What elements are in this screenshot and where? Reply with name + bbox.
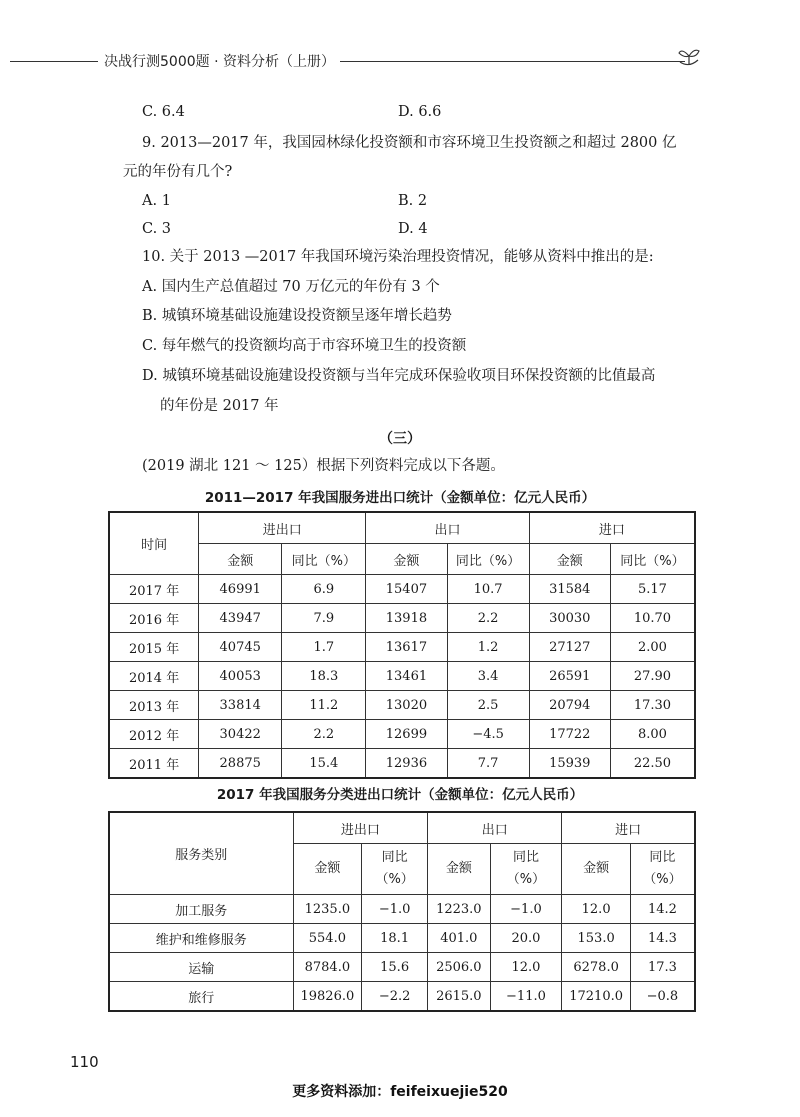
table2-cell: 6278.0	[562, 953, 630, 982]
book-title: 决战行测5000题 · 资料分析（上册）	[104, 54, 335, 70]
table2-cell: 153.0	[562, 924, 630, 953]
table1-cell: 1.7	[282, 633, 366, 662]
q10-option-c: C. 每年燃气的投资额均高于市容环境卫生的投资额	[142, 338, 467, 354]
table1-cell: 3.4	[447, 662, 529, 691]
table1-cell: 33814	[199, 691, 282, 720]
table1-year: 2017 年	[109, 575, 199, 604]
table2-sub-amount: 金额	[293, 844, 361, 895]
table2-cell: 1235.0	[293, 895, 361, 924]
table1-cell: 30030	[529, 604, 610, 633]
q9-stem-line1: 9. 2013—2017 年，我国园林绿化投资额和市容环境卫生投资额之和超过 2800 亿	[142, 135, 677, 151]
table1-year: 2015 年	[109, 633, 199, 662]
table1-cell: 2.00	[610, 633, 695, 662]
q10-option-a: A. 国内生产总值超过 70 万亿元的年份有 3 个	[142, 279, 440, 295]
table1-cell: 5.17	[610, 575, 695, 604]
table2-cell: 12.0	[490, 953, 562, 982]
table1-sub-yoy: 同比（%）	[282, 544, 366, 575]
table2-cell: 8784.0	[293, 953, 361, 982]
table1-sub-amount: 金额	[199, 544, 282, 575]
table2-category: 旅行	[109, 982, 293, 1012]
table1-col-time: 时间	[109, 512, 199, 575]
table1-cell: 2.2	[447, 604, 529, 633]
table1-cell: 2.2	[282, 720, 366, 749]
table1-cell: 46991	[199, 575, 282, 604]
table1-sub-amount: 金额	[366, 544, 447, 575]
table2-cell: −1.0	[490, 895, 562, 924]
table1-cell: 6.9	[282, 575, 366, 604]
q9-option-d: D. 4	[398, 221, 428, 237]
table1-cell: 15.4	[282, 749, 366, 779]
table1-year: 2012 年	[109, 720, 199, 749]
table1-cell: −4.5	[447, 720, 529, 749]
table2-caption: 2017 年我国服务分类进出口统计（金额单位：亿元人民币）	[216, 787, 584, 803]
table2-cell: 20.0	[490, 924, 562, 953]
table2-cell: −2.2	[362, 982, 428, 1012]
table2-sub-yoy-line1: 同比	[381, 850, 408, 865]
table2-cell: 15.6	[362, 953, 428, 982]
table1-year: 2014 年	[109, 662, 199, 691]
table1-cell: 40745	[199, 633, 282, 662]
table1-caption: 2011—2017 年我国服务进出口统计（金额单位：亿元人民币）	[204, 490, 596, 506]
table1-cell: 22.50	[610, 749, 695, 779]
table1-year: 2011 年	[109, 749, 199, 779]
table2-cell: 17210.0	[562, 982, 630, 1012]
table2-category: 维护和维修服务	[109, 924, 293, 953]
footer-text: 更多资料添加：feifeixuejie520	[292, 1084, 508, 1100]
table2-cell: 14.3	[630, 924, 695, 953]
q10-option-d-line2: 的年份是 2017 年	[160, 398, 279, 414]
table2-sub-yoy	[362, 844, 428, 895]
q9-option-c: C. 3	[142, 221, 172, 237]
table2-cell: −1.0	[362, 895, 428, 924]
table2-category: 加工服务	[109, 895, 293, 924]
table1-sub-amount: 金额	[529, 544, 610, 575]
table2-cell: 18.1	[362, 924, 428, 953]
table1-cell: 12936	[366, 749, 447, 779]
table1-year: 2013 年	[109, 691, 199, 720]
table2-cell: 17.3	[630, 953, 695, 982]
sprout-icon	[676, 46, 702, 68]
table1-cell: 7.7	[447, 749, 529, 779]
table1-cell: 13020	[366, 691, 447, 720]
table1-cell: 27127	[529, 633, 610, 662]
table1-cell: 28875	[199, 749, 282, 779]
table2-cell: 1223.0	[428, 895, 490, 924]
table1-cell: 17.30	[610, 691, 695, 720]
table1-year: 2016 年	[109, 604, 199, 633]
table2-cell: 554.0	[293, 924, 361, 953]
table2-cell: 2615.0	[428, 982, 490, 1012]
table2-cell: 401.0	[428, 924, 490, 953]
table1-cell: 27.90	[610, 662, 695, 691]
table1	[108, 511, 696, 779]
section-title: （三）	[379, 431, 421, 447]
table2-cell: −0.8	[630, 982, 695, 1012]
table1-cell: 10.70	[610, 604, 695, 633]
table1-cell: 1.2	[447, 633, 529, 662]
table1-cell: 13918	[366, 604, 447, 633]
table1-cell: 31584	[529, 575, 610, 604]
q8-option-c: C. 6.4	[142, 104, 185, 120]
table1-cell: 11.2	[282, 691, 366, 720]
table1-group-export: 出口	[366, 512, 529, 544]
q9-option-b: B. 2	[398, 193, 428, 209]
table1-cell: 15407	[366, 575, 447, 604]
table1-cell: 15939	[529, 749, 610, 779]
header-rule-right	[340, 61, 685, 62]
table1-cell: 10.7	[447, 575, 529, 604]
table2-sub-yoy-line1: 同比	[512, 850, 539, 865]
table1-sub-yoy: 同比（%）	[447, 544, 529, 575]
table1-cell: 20794	[529, 691, 610, 720]
table2-cell: 14.2	[630, 895, 695, 924]
table2-sub-yoy-line2: （%）	[375, 872, 414, 887]
table1-cell: 12699	[366, 720, 447, 749]
q10-option-b: B. 城镇环境基础设施建设投资额呈逐年增长趋势	[142, 308, 452, 324]
table2-sub-yoy	[630, 844, 695, 895]
table2-sub-amount: 金额	[428, 844, 490, 895]
table1-cell: 43947	[199, 604, 282, 633]
table1-cell: 17722	[529, 720, 610, 749]
table1-cell: 18.3	[282, 662, 366, 691]
section-intro: (2019 湖北 121 ～ 125）根据下列资料完成以下各题。	[142, 458, 505, 474]
table2-group-import: 进口	[562, 812, 695, 844]
table1-cell: 13617	[366, 633, 447, 662]
table1-sub-yoy: 同比（%）	[610, 544, 695, 575]
page-number: 110	[70, 1053, 99, 1071]
table1-cell: 26591	[529, 662, 610, 691]
table2-cell: 19826.0	[293, 982, 361, 1012]
q10-option-d-line1: D. 城镇环境基础设施建设投资额与当年完成环保验收项目环保投资额的比值最高	[142, 368, 656, 384]
table2-group-export: 出口	[428, 812, 562, 844]
table2-sub-amount: 金额	[562, 844, 630, 895]
table1-group-import: 进口	[529, 512, 695, 544]
table2-sub-yoy-line2: （%）	[643, 872, 682, 887]
table2-sub-yoy	[490, 844, 562, 895]
running-header	[0, 50, 720, 72]
table1-cell: 2.5	[447, 691, 529, 720]
q8-option-d: D. 6.6	[398, 104, 442, 120]
header-rule-left	[10, 61, 98, 62]
table1-cell: 13461	[366, 662, 447, 691]
table1-cell: 30422	[199, 720, 282, 749]
q9-stem-line2: 元的年份有几个?	[123, 164, 233, 180]
table2-sub-yoy-line1: 同比	[649, 850, 676, 865]
q9-option-a: A. 1	[142, 193, 171, 209]
table1-cell: 7.9	[282, 604, 366, 633]
table2-group-total: 进出口	[293, 812, 428, 844]
table2-category: 运输	[109, 953, 293, 982]
table2-cell: −11.0	[490, 982, 562, 1012]
table2-sub-yoy-line2: （%）	[506, 872, 546, 887]
table1-group-total: 进出口	[199, 512, 366, 544]
q10-stem: 10. 关于 2013 —2017 年我国环境污染治理投资情况，能够从资料中推出的是:	[142, 249, 654, 265]
table2-col-category: 服务类别	[109, 812, 293, 895]
table2	[108, 811, 696, 1012]
table2-cell: 12.0	[562, 895, 630, 924]
table2-cell: 2506.0	[428, 953, 490, 982]
table1-cell: 40053	[199, 662, 282, 691]
table1-cell: 8.00	[610, 720, 695, 749]
